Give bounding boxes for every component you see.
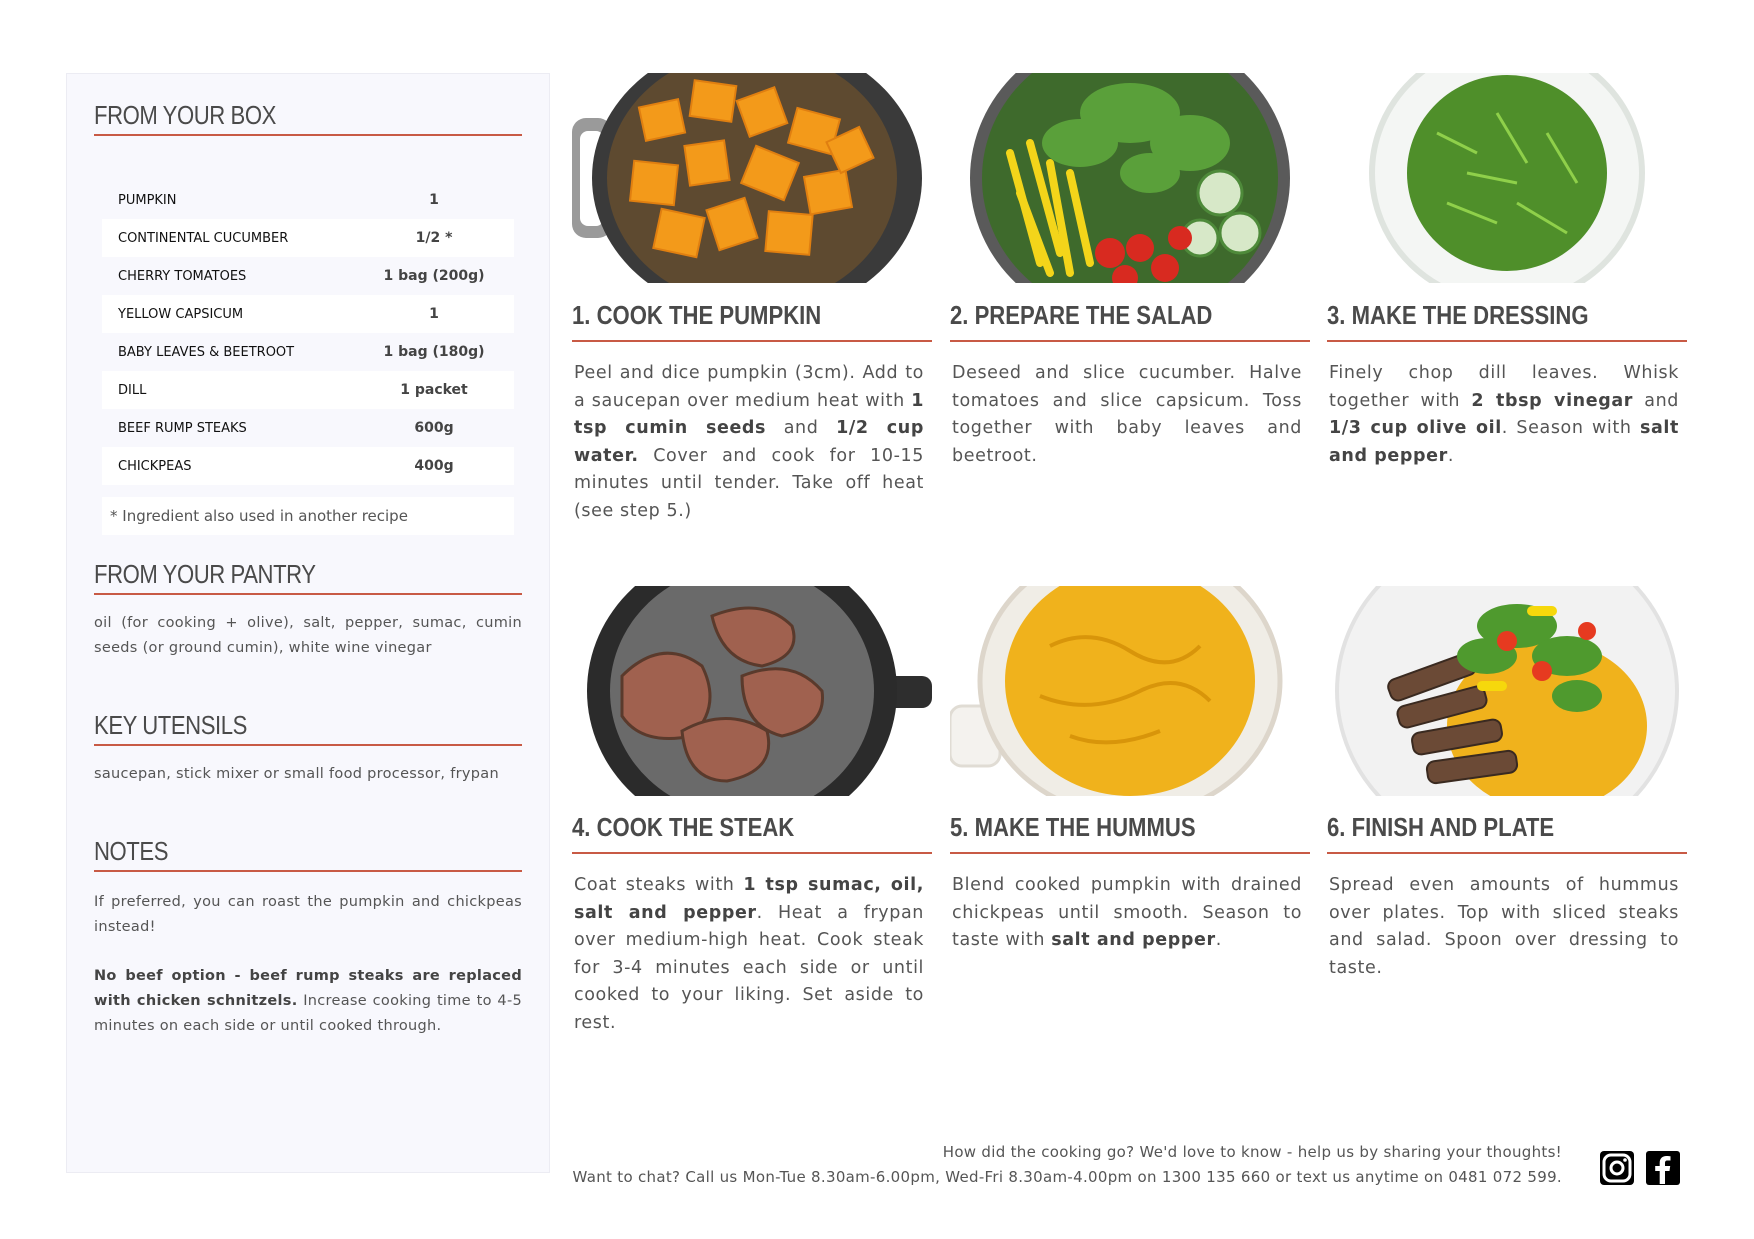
ingredient-name: PUMPKIN	[118, 192, 177, 208]
step-divider	[950, 340, 1310, 342]
step-instructions	[574, 872, 924, 1037]
utensils-text: saucepan, stick mixer or small food processor, frypan	[94, 766, 499, 782]
from-your-pantry-title: FROM YOUR PANTRY	[94, 559, 316, 589]
step-divider	[572, 340, 932, 342]
step-highlight: salt and pepper	[1051, 930, 1216, 950]
ingredient-row	[102, 333, 514, 371]
section-divider	[94, 870, 522, 872]
cook-pumpkin-photo	[572, 73, 932, 283]
step-divider	[1327, 852, 1687, 854]
step-highlight: 1 tsp sumac, oil, salt and pepper	[574, 875, 925, 923]
step-highlight: 1/3 cup olive oil	[1329, 418, 1502, 438]
step-title: 5. MAKE THE HUMMUS	[950, 812, 1196, 842]
notes-paragraph-1: If preferred, you can roast the pumpkin and chickpeas instead!	[94, 894, 522, 935]
ingredient-row	[102, 447, 514, 485]
step-text-run: Spread even amounts of hummus over plates. Top with sliced steaks and salad. Spoon over dressing to taste.	[1329, 875, 1679, 978]
ingredient-quantity: 1 bag (180g)	[383, 344, 485, 360]
step-text-run: Coat steaks with	[574, 875, 744, 895]
step-title: 4. COOK THE STEAK	[572, 812, 795, 842]
ingredient-name: CONTINENTAL CUCUMBER	[102, 219, 354, 257]
step-highlight: 2 tbsp vinegar	[1471, 390, 1633, 411]
step-text-run: Blend cooked pumpkin with drained chickpeas until smooth. Season to taste with	[952, 875, 1302, 950]
step-text-run: Peel and dice pumpkin (3cm). Add to a saucepan over medium heat with	[574, 363, 924, 411]
step-instructions	[1329, 872, 1679, 982]
ingredient-footnote: * Ingredient also used in another recipe	[102, 497, 514, 535]
ingredient-name: CHERRY TOMATOES	[118, 268, 247, 284]
step-divider	[1327, 340, 1687, 342]
key-utensils-title: KEY UTENSILS	[94, 710, 247, 740]
section-divider	[94, 593, 522, 595]
section-divider	[94, 134, 522, 136]
step-title: 1. COOK THE PUMPKIN	[572, 300, 822, 330]
step-text-run: and	[766, 418, 837, 438]
finish-and-plate-photo	[1327, 586, 1687, 796]
facebook-icon[interactable]	[1645, 1150, 1681, 1186]
contact-line: Want to chat? Call us Mon-Tue 8.30am-6.00pm, Wed-Fri 8.30am-4.00pm on 1300 135 660 or text us anytime on 0481 072 599.	[572, 1168, 1562, 1186]
step-title: 3. MAKE THE DRESSING	[1327, 300, 1589, 330]
ingredient-name: DILL	[102, 371, 354, 409]
make-hummus-photo	[950, 586, 1310, 796]
ingredient-quantity: 1 packet	[354, 371, 514, 409]
ingredient-quantity: 400g	[354, 447, 514, 485]
cook-steak-photo	[572, 586, 932, 796]
section-divider	[94, 744, 522, 746]
ingredient-name: CHICKPEAS	[102, 447, 354, 485]
step-text-run: . Heat a frypan over medium-high heat. Cook steak for 3-4 minutes each side or until cooked to your liking. Set aside to rest.	[574, 902, 924, 1033]
ingredient-quantity: 1/2 *	[354, 219, 514, 257]
ingredient-row	[102, 257, 514, 295]
ingredients-table	[102, 181, 514, 485]
ingredient-name: YELLOW CAPSICUM	[102, 295, 354, 333]
from-your-box-title: FROM YOUR BOX	[94, 100, 276, 130]
step-text-run: Cover and cook for 10-15 minutes until tender. Take off heat (see step 5.)	[574, 445, 924, 521]
ingredient-quantity: 1	[429, 192, 439, 208]
step-instructions	[952, 360, 1302, 470]
ingredient-quantity: 1 bag (200g)	[383, 268, 485, 284]
step-text-run: and	[1632, 390, 1680, 411]
ingredient-name: BABY LEAVES & BEETROOT	[118, 344, 295, 360]
ingredient-quantity: 600g	[414, 420, 454, 436]
ingredient-name: BEEF RUMP STEAKS	[118, 420, 247, 436]
ingredient-row	[102, 219, 514, 257]
step-instructions	[574, 360, 924, 525]
step-text-run: Finely chop dill leaves. Whisk together with	[1329, 363, 1679, 411]
ingredient-quantity: 1	[354, 295, 514, 333]
step-instructions	[952, 872, 1302, 955]
ingredient-row	[102, 181, 514, 219]
step-title: 6. FINISH AND PLATE	[1327, 812, 1555, 842]
step-divider	[572, 852, 932, 854]
step-title: 2. PREPARE THE SALAD	[950, 300, 1213, 330]
notes-title: NOTES	[94, 836, 169, 866]
ingredient-row	[102, 409, 514, 447]
step-text-run: .	[1215, 930, 1222, 950]
step-instructions	[1329, 360, 1679, 470]
step-highlight: salt and pepper	[1329, 418, 1679, 466]
step-highlight: 1/2 cup water.	[574, 418, 924, 466]
step-divider	[950, 852, 1310, 854]
step-highlight: 1 tsp cumin seeds	[574, 390, 924, 438]
ingredients-panel	[66, 73, 550, 1173]
ingredient-row	[102, 371, 514, 409]
step-text-run: . Season with	[1501, 418, 1640, 438]
notes-rest-text: Increase cooking time to 4-5 minutes on each side or until cooked through.	[94, 993, 522, 1034]
notes-bold-text: No beef option - beef rump steaks are replaced with chicken schnitzels.	[94, 968, 522, 1009]
make-dressing-photo	[1327, 73, 1687, 283]
notes-paragraph-2	[94, 964, 522, 1039]
step-text-run: .	[1447, 445, 1455, 466]
ingredient-row	[102, 295, 514, 333]
instagram-icon[interactable]	[1599, 1150, 1635, 1186]
pantry-text: oil (for cooking + olive), salt, pepper, sumac, cumin seeds (or ground cumin), white wine vinegar	[94, 615, 522, 656]
prepare-salad-photo	[950, 73, 1310, 283]
feedback-line: How did the cooking go? We'd love to know - help us by sharing your thoughts!	[942, 1143, 1562, 1161]
step-text-run: Deseed and slice cucumber. Halve tomatoes and slice capsicum. Toss together with baby leaves and beetroot.	[952, 363, 1302, 466]
